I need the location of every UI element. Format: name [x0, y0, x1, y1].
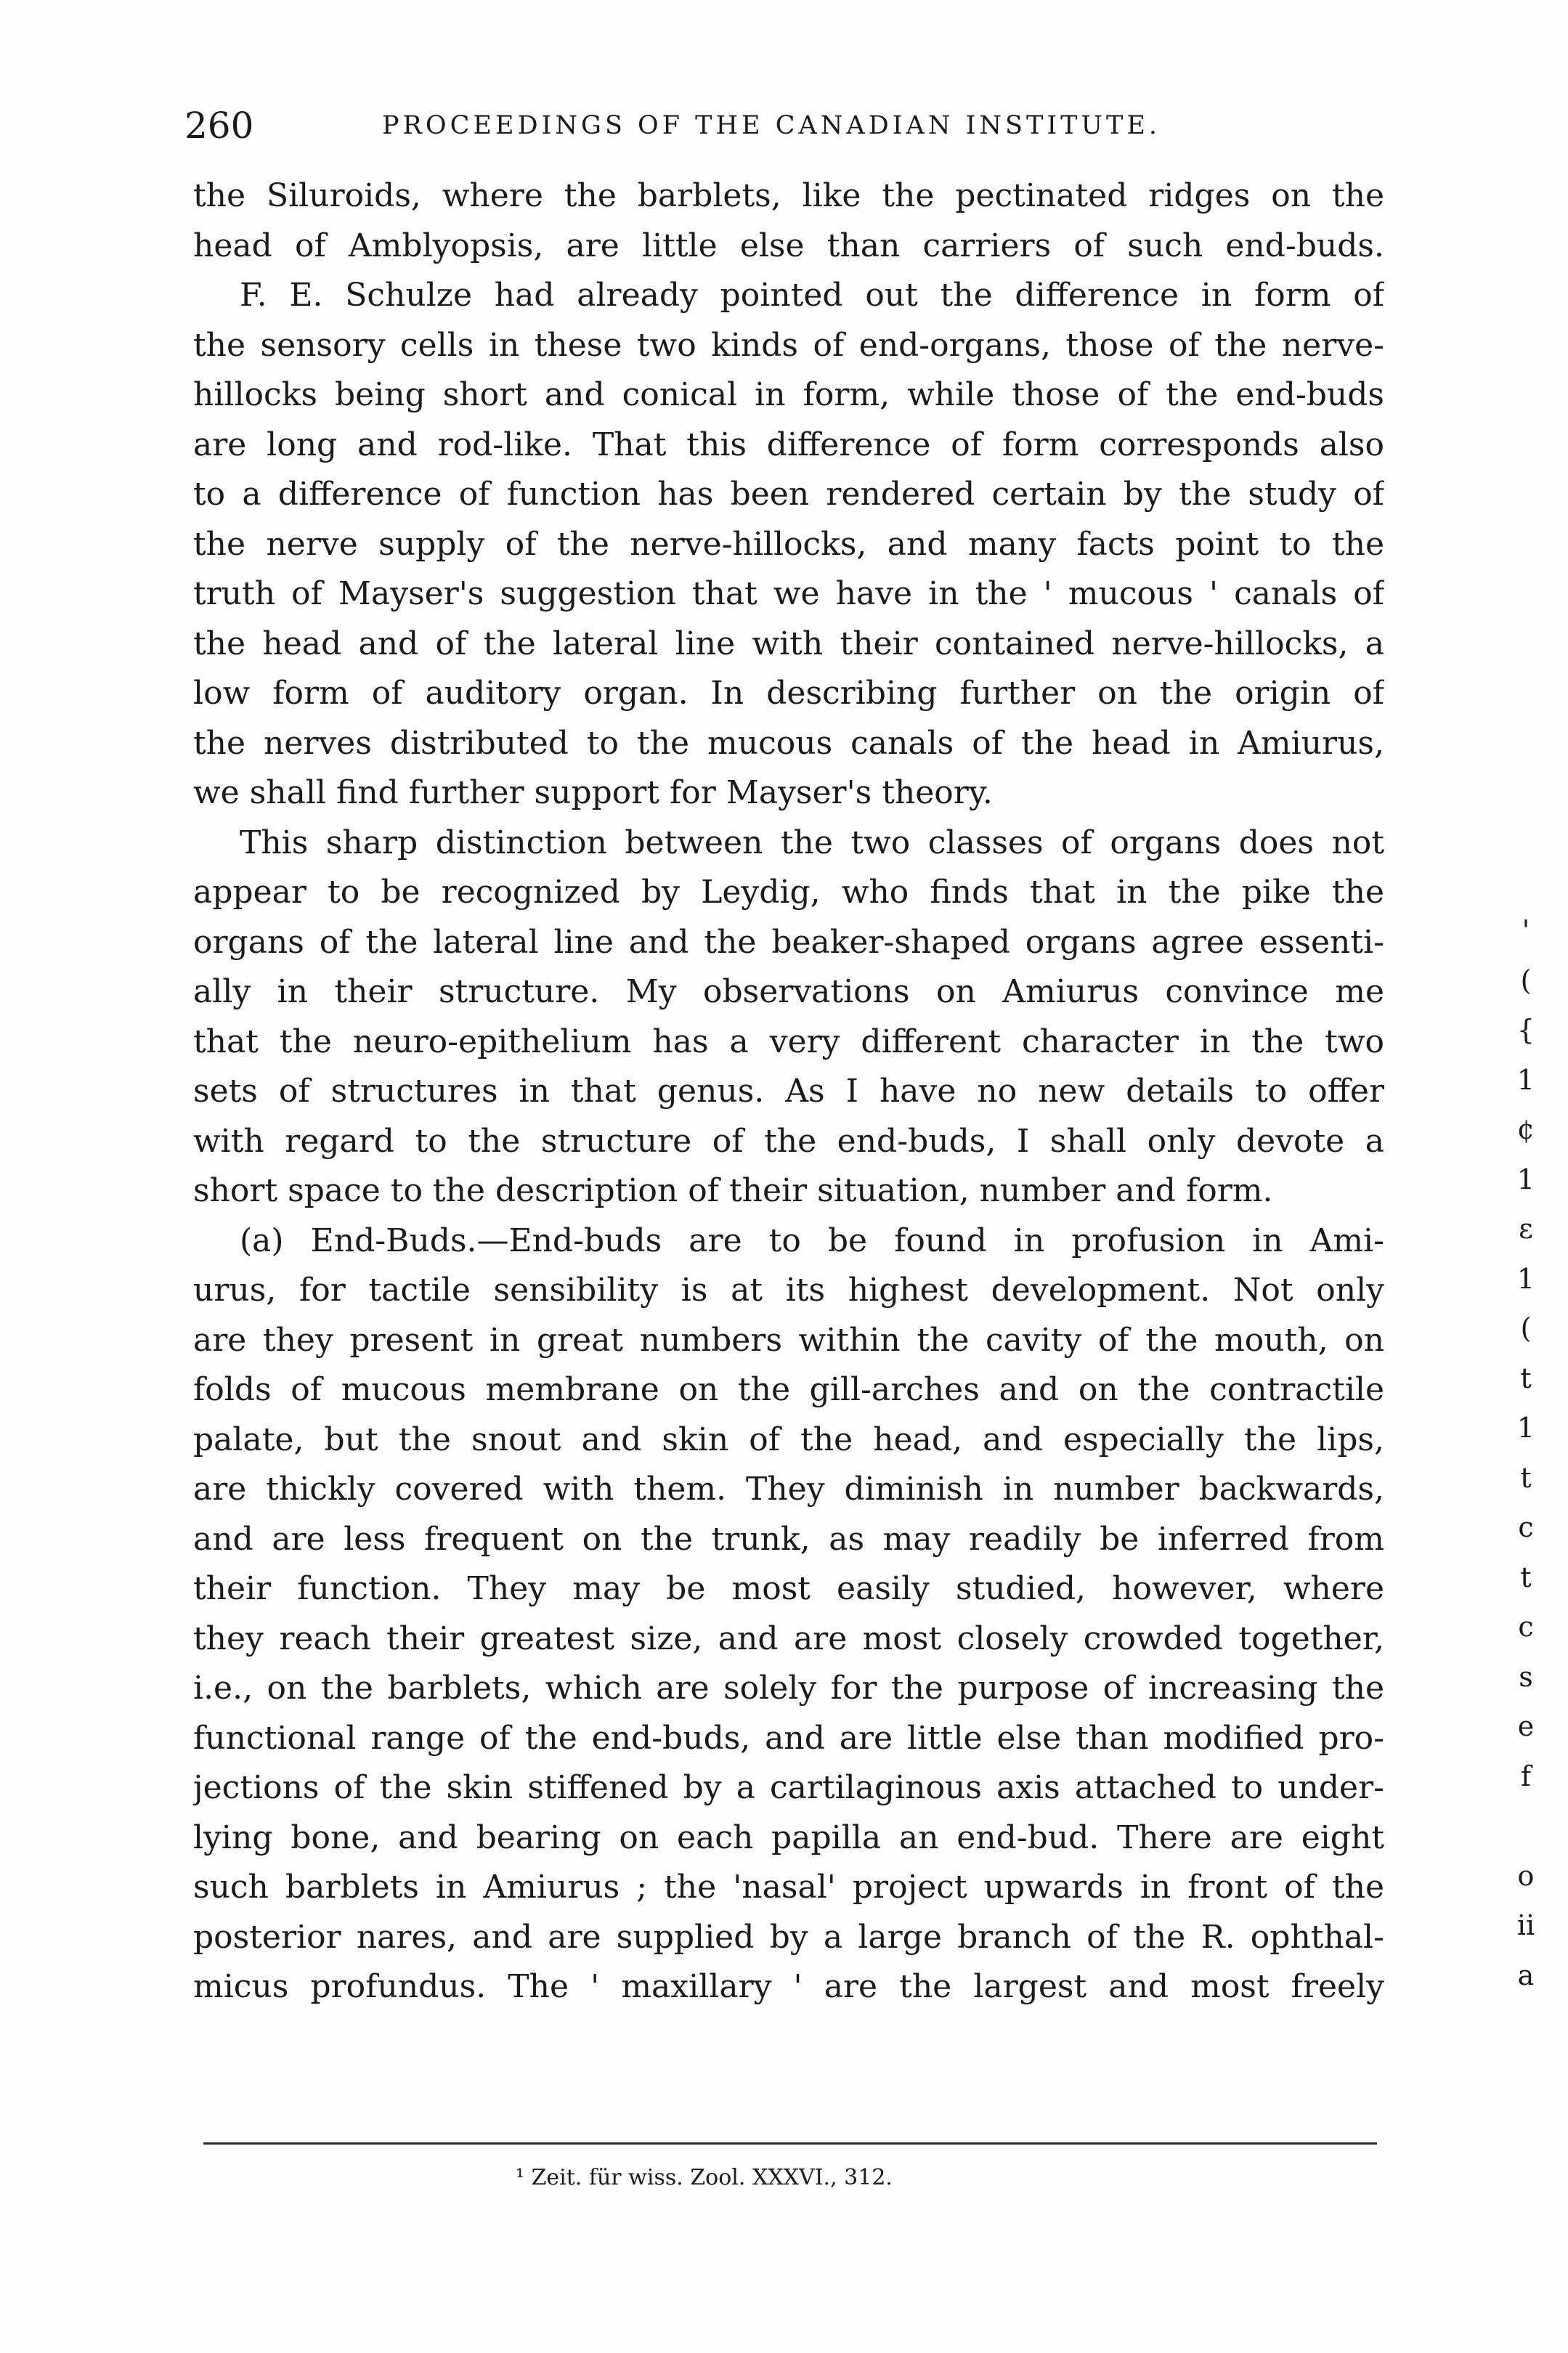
- text-line: urus, for tactile sensibility is at its highest development. Not only: [193, 1272, 1384, 1309]
- margin-char: ε: [1519, 1213, 1533, 1245]
- text-line: ally in their structure. My observations on Amiurus convince me: [193, 973, 1384, 1010]
- text-line: the Siluroids, where the barblets, like the pectinated ridges on the: [193, 177, 1384, 214]
- text-line: posterior nares, and are supplied by a large branch of the R. ophthal-: [193, 1918, 1384, 1956]
- text-line: the head and of the lateral line with their contained nerve-hillocks, a: [193, 625, 1384, 662]
- text-line: F. E. Schulze had already pointed out the difference in form of: [240, 277, 1384, 314]
- text-line: folds of mucous membrane on the gill-arches and on the contractile: [193, 1371, 1384, 1408]
- margin-char: (: [1520, 964, 1532, 996]
- text-line: lying bone, and bearing on each papilla an end-bud. There are eight: [193, 1818, 1384, 1856]
- text-line: with regard to the structure of the end-buds, I shall only devote a: [193, 1122, 1384, 1160]
- page-header: [184, 100, 1419, 151]
- text-line: palate, but the snout and skin of the head, and especially the lips,: [193, 1421, 1384, 1458]
- text-line: organs of the lateral line and the beaker-shaped organs agree essenti-: [193, 923, 1384, 961]
- text-line: head of Amblyopsis, are little else than carriers of such end-buds.: [193, 227, 1384, 264]
- text-line: functional range of the end-buds, and are little else than modified pro-: [193, 1719, 1384, 1757]
- footnote-divider: [203, 2142, 1377, 2145]
- margin-char: (: [1520, 1312, 1532, 1344]
- margin-char: 1: [1516, 1412, 1535, 1444]
- margin-char: t: [1520, 1362, 1532, 1394]
- margin-char: ii: [1516, 1909, 1535, 1941]
- text-line: their function. They may be most easily studied, however, where: [193, 1570, 1384, 1607]
- text-line: micus profundus. The ' maxillary ' are the largest and most freely: [193, 1968, 1384, 2005]
- text-line: the nerves distributed to the mucous canals of the head in Amiurus,: [193, 724, 1384, 762]
- margin-char: 1: [1516, 1063, 1535, 1096]
- margin-char: {: [1516, 1014, 1535, 1046]
- text-line: and are less frequent on the trunk, as may readily be inferred from: [193, 1520, 1384, 1558]
- footnote: ¹ Zeit. für wiss. Zool. XXXVI., 312.: [516, 2165, 893, 2190]
- text-line: we shall find further support for Mayser's theory.: [193, 774, 993, 811]
- margin-char: f: [1520, 1760, 1532, 1792]
- text-line: are long and rod-like. That this difference of form corresponds also: [193, 426, 1384, 463]
- margin-char: c: [1518, 1511, 1534, 1543]
- body-text: [193, 171, 1384, 2012]
- text-line: This sharp distinction between the two classes of organs does not: [240, 824, 1384, 861]
- margin-char: [1500, 1801, 1551, 1851]
- margin-char: ': [1522, 914, 1530, 946]
- margin-char: t: [1520, 1461, 1532, 1494]
- text-line: jections of the skin stiffened by a cartilaginous axis attached to under-: [193, 1769, 1384, 1806]
- margin-char: c: [1518, 1611, 1534, 1643]
- facing-page-margin-text: [1500, 906, 1551, 2000]
- margin-char: o: [1517, 1859, 1535, 1892]
- text-line: truth of Mayser's suggestion that we have in the ' mucous ' canals of: [193, 575, 1384, 612]
- margin-char: a: [1517, 1959, 1535, 1991]
- margin-char: t: [1520, 1561, 1532, 1593]
- margin-char: ¢: [1516, 1113, 1535, 1145]
- text-line: to a difference of function has been rendered certain by the study of: [193, 476, 1384, 513]
- margin-char: e: [1517, 1710, 1535, 1742]
- text-line: hillocks being short and conical in form, while those of the end-buds: [193, 376, 1384, 413]
- text-line: the nerve supply of the nerve-hillocks, and many facts point to the: [193, 525, 1384, 563]
- text-line: they reach their greatest size, and are most closely crowded together,: [193, 1620, 1384, 1657]
- page-number: 260: [184, 105, 254, 147]
- text-line: short space to the description of their situation, number and form.: [193, 1172, 1273, 1209]
- text-line: are thickly covered with them. They diminish in number backwards,: [193, 1471, 1384, 1508]
- text-line: i.e., on the barblets, which are solely for the purpose of increasing the: [193, 1670, 1384, 1707]
- text-line: that the neuro-epithelium has a very different character in the two: [193, 1023, 1384, 1060]
- text-line: are they present in great numbers within the cavity of the mouth, on: [193, 1321, 1384, 1359]
- text-line: low form of auditory organ. In describing further on the origin of: [193, 675, 1384, 712]
- text-line: such barblets in Amiurus ; the 'nasal' project upwards in front of the: [193, 1869, 1384, 1906]
- text-line: the sensory cells in these two kinds of end-organs, those of the nerve-: [193, 326, 1384, 364]
- margin-char: 1: [1516, 1262, 1535, 1295]
- text-line: (a) End-Buds.—End-buds are to be found in profusion in Ami-: [240, 1222, 1384, 1259]
- text-line: appear to be recognized by Leydig, who finds that in the pike the: [193, 874, 1384, 911]
- text-line: sets of structures in that genus. As I have no new details to offer: [193, 1073, 1384, 1110]
- margin-char: s: [1519, 1660, 1533, 1693]
- running-head: PROCEEDINGS OF THE CANADIAN INSTITUTE.: [382, 111, 1161, 140]
- margin-char: 1: [1516, 1163, 1535, 1195]
